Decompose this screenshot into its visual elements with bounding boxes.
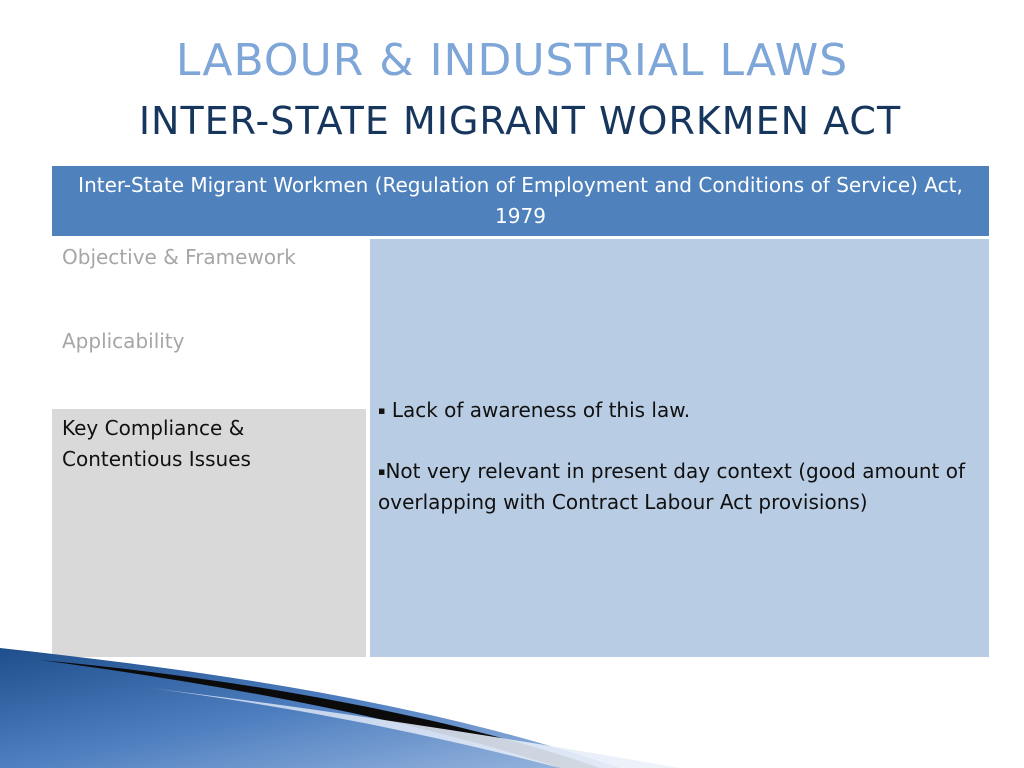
decorative-swoosh [0,630,1024,768]
row-labels-inactive [52,239,366,409]
square-bullet-icon: ▪ [378,465,386,478]
slide-title: LABOUR & INDUSTRIAL LAWS [175,35,849,86]
row-label-applicability: Applicability [62,329,185,353]
square-bullet-icon: ▪ [378,404,386,417]
bullet-item [378,456,981,518]
content-cell [368,239,989,657]
row-label-objective: Objective & Framework [62,245,296,269]
slide-subtitle: INTER-STATE MIGRANT WORKMEN ACT [138,99,902,143]
bullet-text: Not very relevant in present day context (good amount of overlapping with Contract Labour Act provisions) [378,459,966,514]
bullet-text: Lack of awareness of this law. [391,398,691,422]
law-summary-table [52,166,989,657]
table-header: Inter-State Migrant Workmen (Regulation of Employment and Conditions of Service) Act, 1979 [52,166,989,236]
bullet-item [378,395,981,426]
row-label-key-compliance: Key Compliance & Contentious Issues [52,409,366,657]
